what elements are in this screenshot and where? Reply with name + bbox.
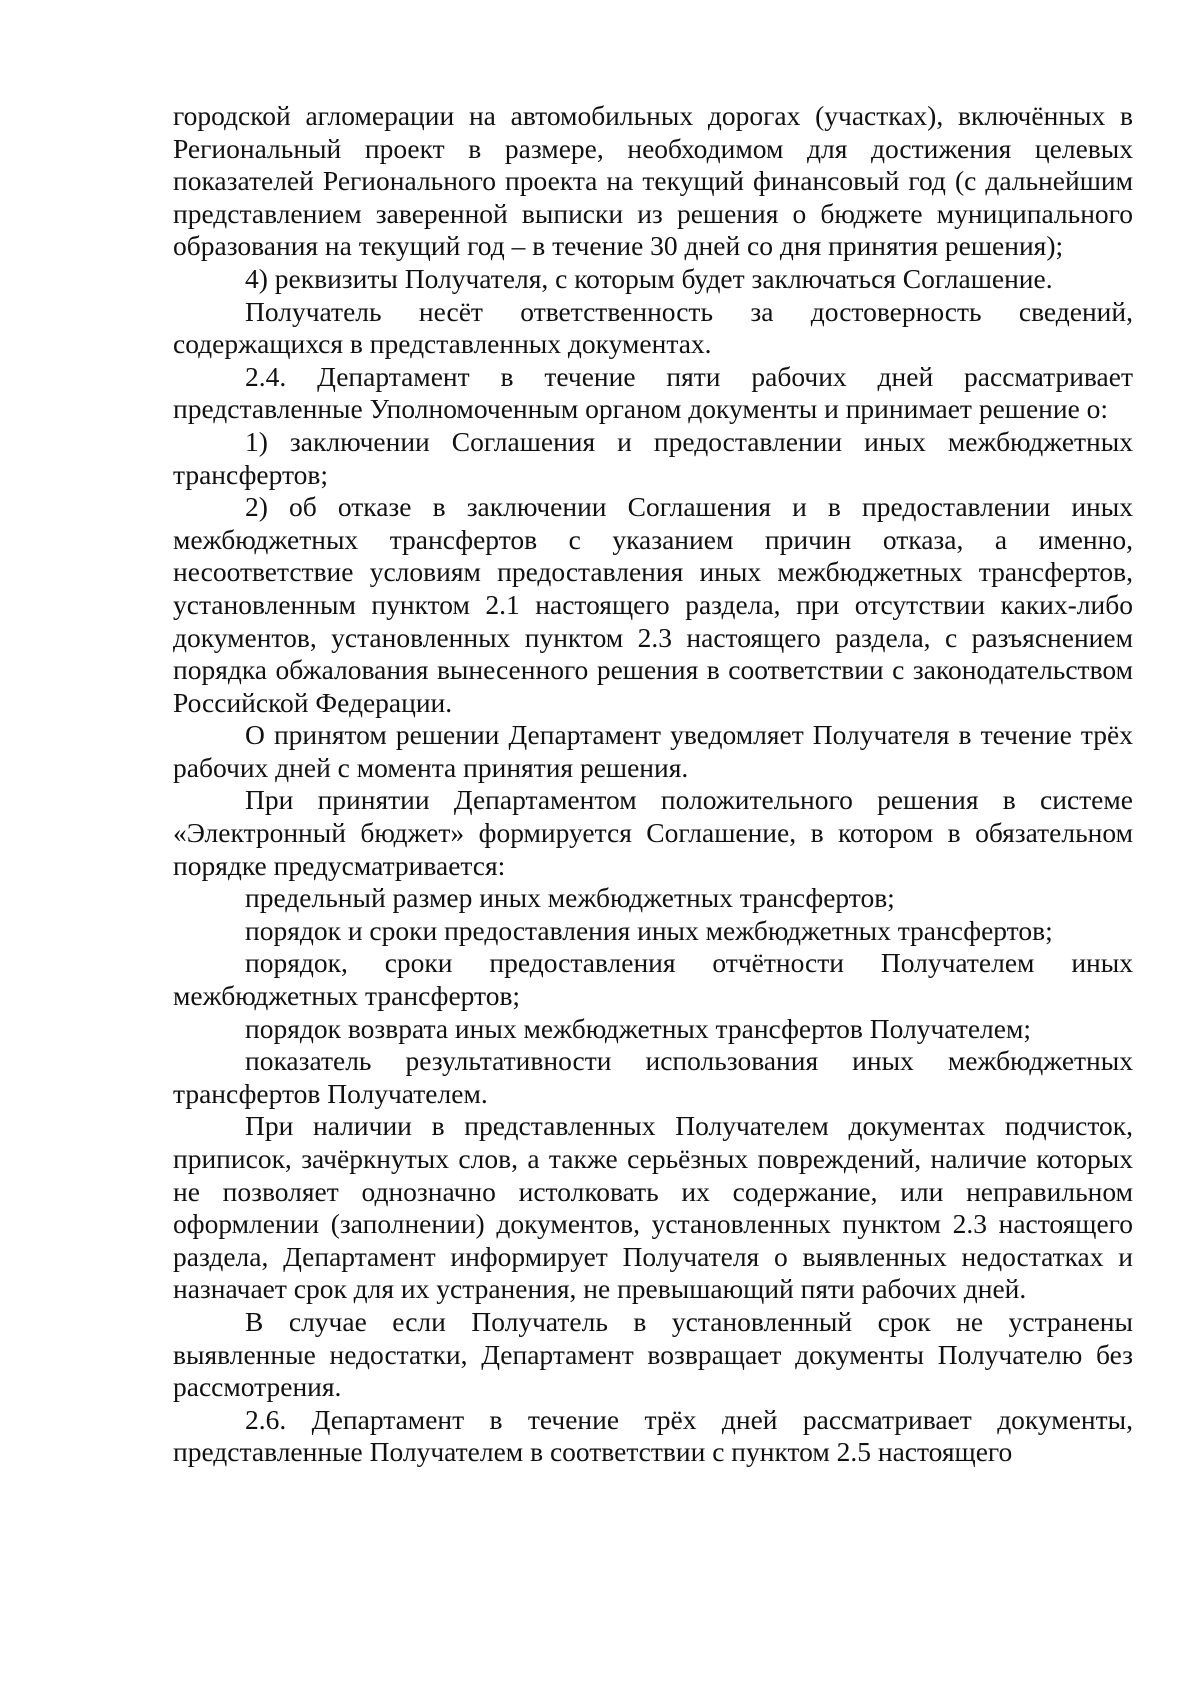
paragraph-clause-limit: предельный размер иных межбюджетных трансфертов;	[245, 882, 895, 914]
paragraph-notification: О принятом решении Департамент уведомляет Получателя в течение трёх рабочих дней с момента принятия решения.	[173, 719, 1133, 783]
document-page	[173, 100, 1133, 1469]
paragraph-intro-continuation: городской агломерации на автомобильных дорогах (участках), включённых в Региональный проект в размере, необходимом для достижения целевых показателей Регионального проекта на текущий финансовый год (с дальнейшим представлением заверенной выписки из решения о бюджете муниципального образования на текущий год – в течение 30 дней со дня принятия решения);	[173, 100, 1133, 262]
paragraph-clause-indicator: показатель результативности использования иных межбюджетных трансфертов Получателем.	[173, 1045, 1133, 1109]
paragraph-responsibility: Получатель несёт ответственность за достоверность сведений, содержащихся в представленных документах.	[173, 295, 1133, 360]
paragraph-item-4: 4) реквизиты Получателя, с которым будет заключаться Соглашение.	[245, 262, 1053, 294]
paragraph-corrections: При наличии в представленных Получателем документах подчисток, приписок, зачёркнутых слов, а также серьёзных повреждений, наличие которых не позволяет однозначно истолковать их содержание, или неправильном оформлении (заполнении) документов, установленных пунктом 2.3 настоящего раздела, Департамент информирует Получателя о выявленных недостатках и назначает срок для их устранения, не превышающий пяти рабочих дней.	[173, 1110, 1133, 1305]
paragraph-clause-terms: порядок и сроки предоставления иных межбюджетных трансфертов;	[245, 914, 1053, 946]
paragraph-clause-return: порядок возврата иных межбюджетных трансфертов Получателем;	[245, 1012, 1031, 1044]
paragraph-decision-1: 1) заключении Соглашения и предоставлении иных межбюджетных трансфертов;	[173, 425, 1133, 490]
paragraph-decision-2: 2) об отказе в заключении Соглашения и в предоставлении иных межбюджетных трансфертов с указанием причин отказа, а именно, несоответствие условиям предоставления иных межбюджетных трансфертов, установленным пунктом 2.1 настоящего раздела, при отсутствии каких-либо документов, установленных пунктом 2.3 настоящего раздела, с разъяснением порядка обжалования вынесенного решения в соответствии с законодательством Российской Федерации.	[173, 491, 1133, 718]
paragraph-section-2-4: 2.4. Департамент в течение пяти рабочих дней рассматривает представленные Уполномоченным органом документы и принимает решение о:	[173, 360, 1133, 425]
paragraph-return-documents: В случае если Получатель в установленный срок не устранены выявленные недостатки, Департамент возвращает документы Получателю без рассмотрения.	[173, 1305, 1133, 1403]
paragraph-section-2-6: 2.6. Департамент в течение трёх дней рассматривает документы, представленные Получателем в соответствии с пунктом 2.5 настоящего	[173, 1403, 1133, 1468]
paragraph-clause-reporting: порядок, сроки предоставления отчётности Получателем иных межбюджетных трансфертов;	[173, 947, 1133, 1012]
paragraph-positive-decision: При принятии Департаментом положительного решения в системе «Электронный бюджет» формируется Соглашение, в котором в обязательном порядке предусматривается:	[173, 784, 1133, 881]
